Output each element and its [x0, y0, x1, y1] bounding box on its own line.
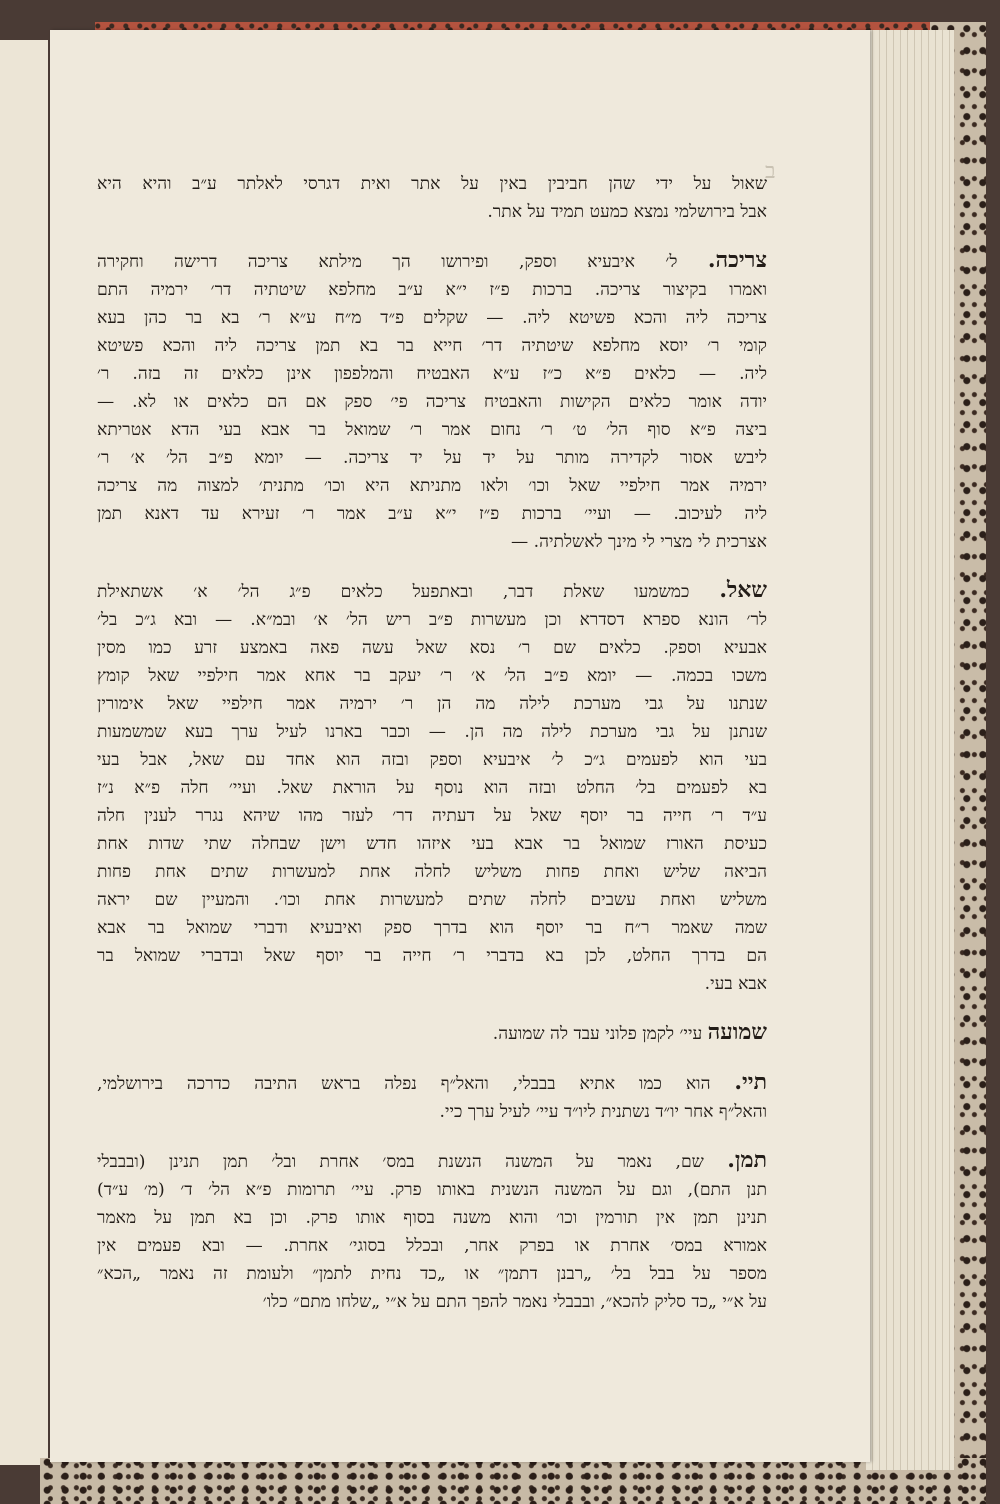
text-line: אבעיא וספק. כלאים שם ר׳ נסא שאל עשה פאה באמצע זרע כמו מסין: [97, 638, 767, 658]
text-line: אצרכית לי מצרי לי מינך לאשלתיה. —: [511, 532, 767, 552]
entry-headword: שאל.: [719, 577, 767, 603]
page-number: ב: [765, 159, 776, 184]
paragraph: [97, 576, 767, 998]
text-line: צריכה. ל׳ איבעיא וספק, ופירושו הך מילתא צריכה דרישה וחקירה: [97, 247, 767, 273]
text-line: משליש ואחת עשבים לחלה שתים למעשרות אחת וכו׳. והמעיין שם יראה: [97, 890, 767, 910]
text-line: תנן התם), וגם על המשנה הנשנית באותו פרק. עיי׳ תרומות פ״א הל׳ ד׳ (מ׳ ע״ד): [97, 1180, 767, 1200]
text-line: על א״י „כד סליק להכא״, ובבבלי נאמר להפך התם על א״י „שלחו מתם״ כלו׳: [262, 1292, 767, 1312]
text-line: לר׳ הונא ספרא דסדרא וכן מעשרות פ״ב ריש הל׳ א׳ ובמ״א. — ובא ג״כ בל׳: [97, 610, 767, 630]
text-line: תמן. שם, נאמר על המשנה הנשנת במס׳ אחרת ובל׳ תמן תנינן (ובבבלי: [97, 1147, 767, 1173]
book-cover-bottom: [40, 1458, 986, 1504]
text-line: משכו בכמה. — יומא פ״ב הל׳ א׳ ר׳ יעקב בר אחא אמר חילפיי שאל קומץ: [97, 666, 767, 686]
text-line: שמה שאמר ר״ח בר יוסף הוא בדרך ספק ואיבעיא ודברי שמואל בר אבא: [97, 918, 767, 938]
text-line: תיי. הוא כמו אתיא בבבלי, והאל״ף נפלה בראש התיבה כדרכה בירושלמי,: [97, 1069, 767, 1095]
paragraph: [97, 1068, 767, 1126]
page-stack-edges: [866, 30, 954, 1470]
text-line: ליה. — כלאים פ״א כ״ז ע״א האבטיח והמלפפון אינן כלאים זה בזה. ר׳: [97, 364, 767, 384]
text-line: אבל בירושלמי נמצא כמעט תמיד על אתר.: [487, 202, 767, 222]
text-line: ואמרו בקיצור צריכה. ברכות פ״ז י״א ע״ב מחלפא שיטתיה דר׳ ירמיה התם: [97, 280, 767, 300]
text-line: בעי הוא לפעמים ג״כ ל׳ איבעיא וספק ובזה הוא אחד עם שאל, אבל בעי: [97, 750, 767, 770]
text-line: מספר על בבל בל׳ „רבנן דתמן״ או „כד נחית לתמן״ ולעומת זה נאמר „הכא״: [97, 1264, 767, 1284]
text-line: שמועה עיי׳ לקמן פלוני עבד לה שמועה.: [492, 1019, 767, 1045]
text-line: והאל״ף אחר יו״ד נשתנית ליו״ד עיי׳ לעיל ערך כיי.: [439, 1102, 767, 1122]
text-line: ביצה פ״א סוף הל׳ ט׳ ר׳ נחום אמר ר׳ שמואל בר אבא בעי הדא אטריתא: [97, 420, 767, 440]
text-line: שאול על ידי שהן חביבין באין על אתר ואית דגרסי לאלתר ע״ב והיא היא: [97, 174, 767, 194]
text-line: צריכה ליה והכא פשיטא ליה. — שקלים פ״ד מ״ח ע״א ר׳ בא בר כהן בעא: [97, 308, 767, 328]
text-line: אמורא במס׳ אחרת או בפרק אחר, ובכלל בסוגי׳ אחרת. — ובא פעמים אין: [97, 1236, 767, 1256]
text-line: ירמיה אמר חילפיי שאל וכו׳ ולאו מתניתא היא וכו׳ מתנית׳ למצוה מה צריכה: [97, 476, 767, 496]
text-line: שנתנו על גבי מערכת לילה מה הן ר׳ ירמיה אמר חילפיי שאל אימורין: [97, 694, 767, 714]
paragraph: [97, 170, 767, 226]
text-line: בא לפעמים בל׳ החלט ובזה הוא נוסף על הוראת שאל. ועיי׳ חלה פ״א נ״ז: [97, 778, 767, 798]
text-line: ע״ד ר׳ חייה בר יוסף שאל על דעתיה דר׳ לעזר מהו שיהא נגרר לענין חלה: [97, 806, 767, 826]
facing-page-edge: [0, 40, 48, 1465]
text-line: אבא בעי.: [704, 974, 767, 994]
text-line: שאל. כמשמעו שאלת דבר, ובאתפעל כלאים פ״ג הל׳ א׳ אשתאילת: [97, 577, 767, 603]
text-line: ליה לעיכוב. — ועיי׳ ברכות פ״ז י״א ע״ב אמר ר׳ זעירא עד דאנא תמן: [97, 504, 767, 524]
paragraph: [97, 1146, 767, 1316]
text-line: יודה אומר כלאים הקישות והאבטיח צריכה פי׳ ספק אם הם כלאים או לא. —: [97, 392, 767, 412]
text-line: ליבש אסור לקדירה מותר על יד על יד צריכה. — יומא פ״ב הל׳ א׳ ר׳: [97, 448, 767, 468]
entry-headword: תיי.: [734, 1069, 767, 1095]
entry-headword: שמועה: [707, 1019, 767, 1045]
text-line: קומי ר׳ יוסא מחלפא שיטתיה דר׳ חייא בר בא תמן צריכה ליה והכא פשיטא: [97, 336, 767, 356]
text-line: תנינן תמן אין תורמין וכו׳ והוא משנה בסוף אותו פרק. וכן בא תמן על מאמר: [97, 1208, 767, 1228]
text-line: הביאה שליש ואחת פחות משליש לחלה אחת למעשרות שתים אחת פחות: [97, 862, 767, 882]
page-text: [97, 170, 767, 1336]
entry-headword: צריכה.: [707, 247, 767, 273]
entry-headword: תמן.: [727, 1147, 767, 1173]
text-line: הם בדרך החלט, לכן בא בדברי ר׳ חייה בר יוסף שאל ובדברי שמואל בר: [97, 946, 767, 966]
paragraph: [97, 246, 767, 556]
paragraph: [97, 1018, 767, 1048]
text-line: שנתנן על גבי מערכת לילה מה הן. — וכבר בארנו לעיל ערך בעא שמשמעות: [97, 722, 767, 742]
text-line: כעיסת האורז שמואל בר אבא בעי איזהו חדש וישן שבחלה שתי שדות אחת: [97, 834, 767, 854]
